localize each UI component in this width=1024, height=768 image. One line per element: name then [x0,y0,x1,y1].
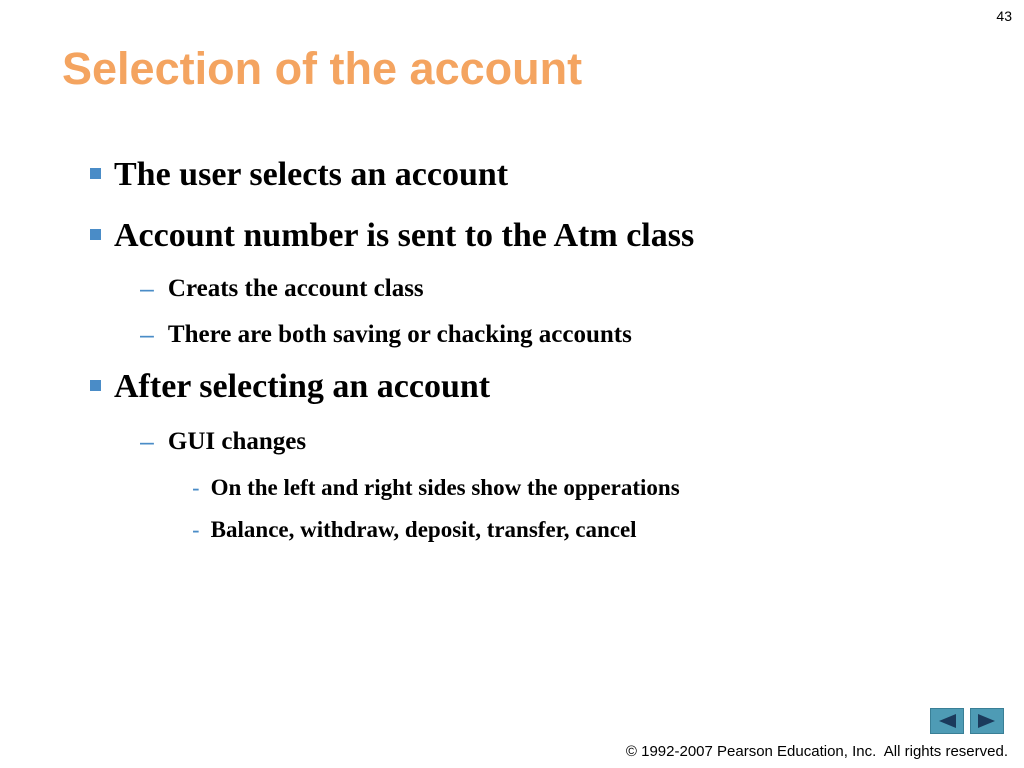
bullet-item [90,217,694,255]
square-bullet-icon [90,229,101,240]
sub-sub-bullet-item [192,475,680,502]
left-arrow-icon [936,713,958,729]
bullet-text: After selecting an account [114,368,491,405]
slide-navigation [930,708,1004,734]
sub-bullet-item [140,321,632,350]
sub-bullet-text: GUI changes [167,428,307,455]
hyphen-bullet-icon: - [192,517,200,543]
bullet-text: The user selects an account [114,156,509,193]
slide-title: Selection of the account [62,43,583,94]
previous-slide-button[interactable] [930,708,964,734]
hyphen-bullet-icon: - [192,475,200,501]
bullet-text: Account number is sent to the Atm class [114,217,695,254]
next-slide-button[interactable] [970,708,1004,734]
page-number: 43 [996,8,1012,24]
sub-sub-bullet-item [192,517,637,544]
bullet-item [90,156,508,194]
dash-bullet-icon: – [140,321,154,349]
square-bullet-icon [90,380,101,391]
sub-bullet-item [140,275,424,304]
sub-bullet-text: Creats the account class [167,275,424,302]
sub-sub-bullet-text: On the left and right sides show the opperations [210,475,680,500]
bullet-item [90,368,490,406]
sub-bullet-text: There are both saving or chacking accounts [167,321,632,348]
square-bullet-icon [90,168,101,179]
sub-bullet-item [140,428,306,457]
sub-sub-bullet-text: Balance, withdraw, deposit, transfer, cancel [210,517,637,542]
copyright-footer: © 1992-2007 Pearson Education, Inc. All rights reserved. [625,743,1008,760]
dash-bullet-icon: – [140,428,154,456]
dash-bullet-icon: – [140,275,154,303]
right-arrow-icon [976,713,998,729]
